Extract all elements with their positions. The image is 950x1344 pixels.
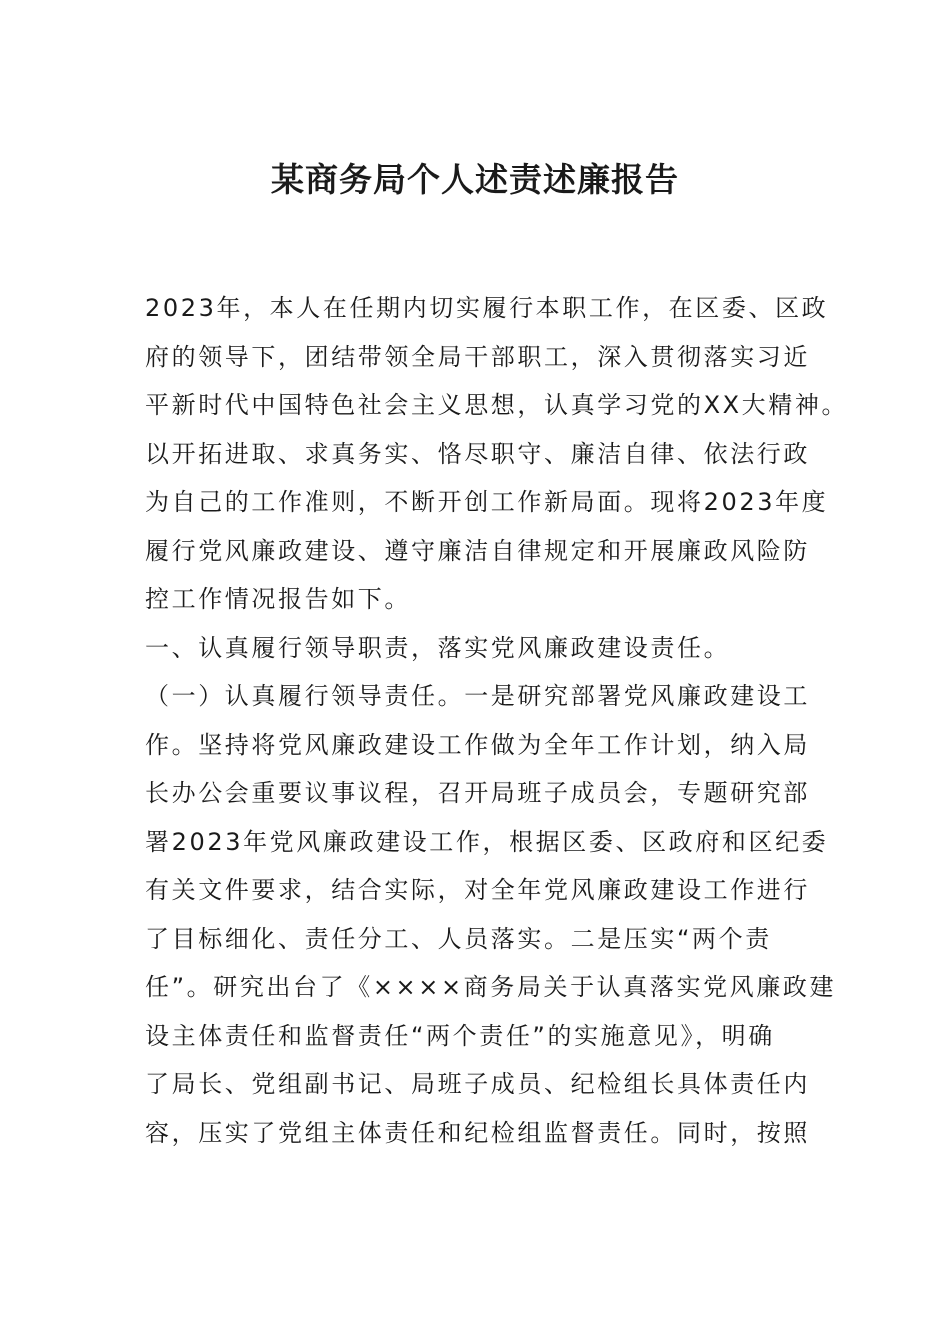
document-title: 某商务局个人述责述廉报告 — [271, 160, 679, 199]
body-line-6: 履行党风廉政建设、遵守廉洁自律规定和开展廉政风险防 — [145, 536, 810, 565]
body-line-14: 了目标细化、责任分工、人员落实。二是压实“两个责 — [145, 924, 772, 953]
body-line-3: 平新时代中国特色社会主义思想，认真学习党的XX大精神。 — [145, 391, 849, 419]
body-line-11: 长办公会重要议事议程，召开局班子成员会，专题研究部 — [145, 779, 810, 807]
body-line-9: （一）认真履行领导责任。一是研究部署党风廉政建设工 — [145, 682, 810, 710]
body-line-1: 2023年，本人在任期内切实履行本职工作，在区委、区政 — [145, 294, 829, 322]
body-line-16: 设主体责任和监督责任“两个责任”的实施意见》，明确 — [145, 1021, 775, 1050]
body-line-5: 为自己的工作准则，不断开创工作新局面。现将2023年度 — [145, 488, 829, 516]
section-heading-1: 一、认真履行领导职责，落实党风廉政建设责任。 — [145, 633, 731, 662]
body-line-12: 署2023年党风廉政建设工作，根据区委、区政府和区纪委 — [145, 827, 829, 856]
body-line-4: 以开拓进取、求真务实、恪尽职守、廉洁自律、依法行政 — [145, 439, 810, 468]
body-line-15: 任”。研究出台了《××××商务局关于认真落实党风廉政建 — [145, 973, 837, 1001]
body-line-2: 府的领导下，团结带领全局干部职工，深入贯彻落实习近 — [145, 342, 810, 371]
body-line-17: 了局长、党组副书记、局班子成员、纪检组长具体责任内 — [145, 1070, 810, 1098]
body-line-18: 容，压实了党组主体责任和纪检组监督责任。同时，按照 — [145, 1118, 810, 1147]
body-line-7: 控工作情况报告如下。 — [145, 585, 411, 613]
document-body — [145, 284, 849, 1157]
body-line-10: 作。坚持将党风廉政建设工作做为全年工作计划，纳入局 — [145, 730, 810, 759]
body-line-13: 有关文件要求，结合实际，对全年党风廉政建设工作进行 — [145, 876, 810, 904]
